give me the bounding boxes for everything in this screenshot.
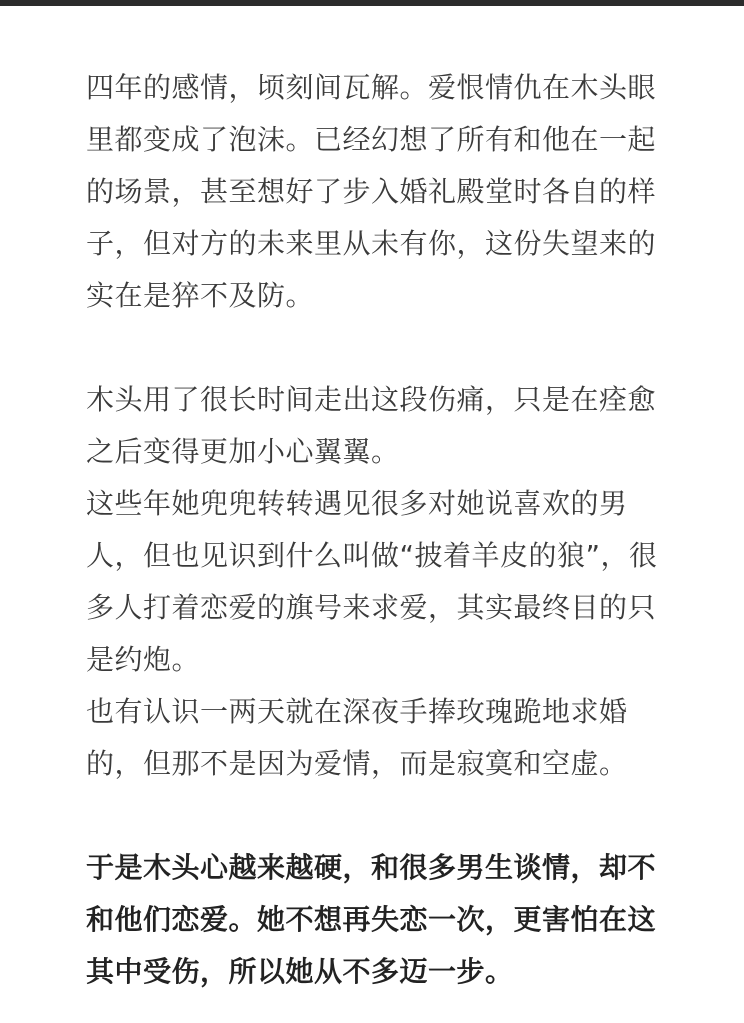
text-line: 四年的感情，顷刻间瓦解。爱恨情仇在木头眼 bbox=[86, 71, 657, 104]
paragraph-2 bbox=[86, 374, 686, 790]
text-line: 里都变成了泡沫。已经幻想了所有和他在一起 bbox=[86, 123, 657, 156]
text-line: 其中受伤，所以她从不多迈一步。 bbox=[86, 955, 514, 988]
paragraph-3-bold bbox=[86, 842, 686, 998]
text-line: 也有认识一两天就在深夜手捧玫瑰跪地求婚 bbox=[86, 695, 628, 728]
text-line: 之后变得更加小心翼翼。 bbox=[86, 435, 400, 468]
text-line: 人，但也见识到什么叫做“披着羊皮的狼”，很 bbox=[86, 539, 658, 572]
text-line: 子，但对方的未来里从未有你，这份失望来的 bbox=[86, 227, 657, 260]
text-line: 于是木头心越来越硬，和很多男生谈情，却不 bbox=[86, 851, 657, 884]
text-line: 的场景，甚至想好了步入婚礼殿堂时各自的样 bbox=[86, 175, 657, 208]
text-line: 这些年她兜兜转转遇见很多对她说喜欢的男 bbox=[86, 487, 628, 520]
top-edge-bar bbox=[0, 0, 744, 6]
article-body bbox=[86, 62, 686, 998]
paragraph-1 bbox=[86, 62, 686, 322]
text-line: 是约炮。 bbox=[86, 643, 201, 676]
text-line: 木头用了很长时间走出这段伤痛，只是在痊愈 bbox=[86, 383, 657, 416]
text-line: 实在是猝不及防。 bbox=[86, 279, 315, 312]
text-line: 多人打着恋爱的旗号来求爱，其实最终目的只 bbox=[86, 591, 657, 624]
text-line: 和他们恋爱。她不想再失恋一次，更害怕在这 bbox=[86, 903, 657, 936]
paragraph-spacer bbox=[86, 790, 686, 842]
paragraph-spacer bbox=[86, 322, 686, 374]
text-line: 的，但那不是因为爱情，而是寂寞和空虚。 bbox=[86, 747, 628, 780]
